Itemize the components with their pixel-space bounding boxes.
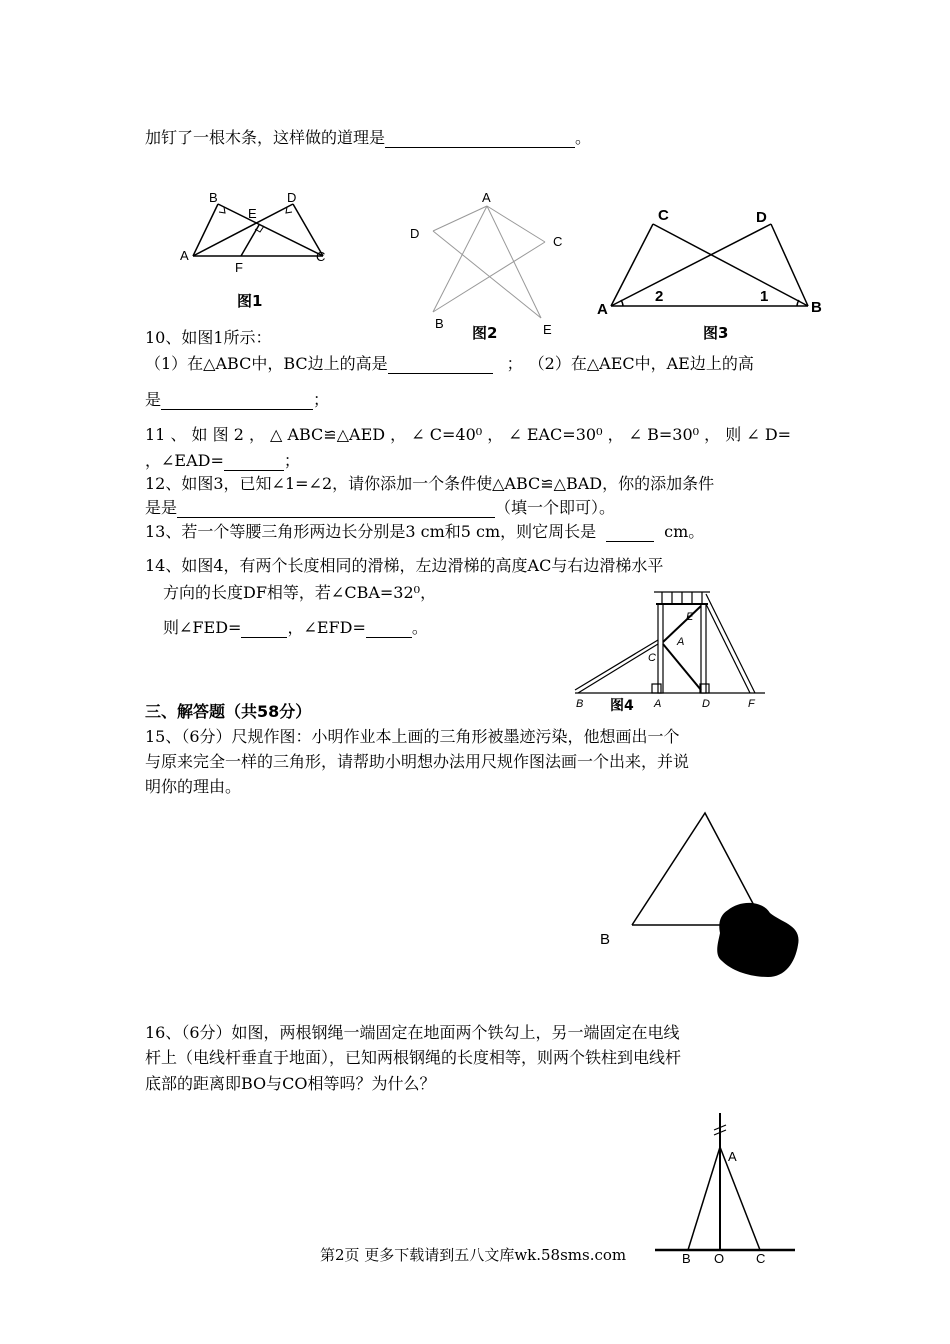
fig1-label-a: A <box>180 248 189 263</box>
fig3-label-a: A <box>597 301 608 318</box>
q9-tail <box>145 128 591 148</box>
q15-line1: 15、（6分）尺规作图：小明作业本上画的三角形被墨迹污染，他想画出一个 <box>145 727 680 746</box>
figure-q16-pole <box>650 1105 800 1270</box>
q10-part3-text: 是 <box>145 390 162 409</box>
fig4-label-d: D <box>702 698 710 710</box>
fig2-line-ab <box>433 206 487 312</box>
q16-label-o: O <box>714 1251 725 1266</box>
q11-end: ； <box>283 451 300 470</box>
section3-title: 三、解答题（共58分） <box>145 702 312 721</box>
fig3-angle-2-arc <box>621 300 623 306</box>
figure-3 <box>593 200 828 320</box>
q15-label-b: B <box>600 931 611 948</box>
q9-text: 加钉了一根木条，这样做的道理是 <box>145 128 386 147</box>
page-footer: 第2页 更多下载请到五八文库wk.58sms.com <box>320 1246 627 1264</box>
fig3-label-c: C <box>658 207 669 224</box>
q14-efd-text: ，∠EFD= <box>287 618 366 637</box>
fig4-label-a: A <box>654 698 662 710</box>
fig2-label-d: D <box>410 226 420 241</box>
fig3-line-ad <box>611 224 771 306</box>
q10-part2-text: （2）在△AEC中，AE边上的高 <box>536 354 754 373</box>
q16-line3: 底部的距离即BO与CO相等吗？为什么？ <box>145 1074 436 1093</box>
q13-line <box>145 522 704 542</box>
q14-fed-text: 则∠FED= <box>163 618 242 637</box>
fig2-line-ad <box>433 206 487 231</box>
q11-text: ，∠EAD= <box>145 451 224 470</box>
figure-4 <box>570 580 770 710</box>
q16-line2: 杆上（电线杆垂直于地面），已知两根钢绳的长度相等，则两个铁柱到电线杆 <box>145 1048 682 1067</box>
fig1-line-ab <box>193 204 218 256</box>
fig1-line-ad <box>193 204 293 256</box>
fig1-caption: 图1 <box>237 292 263 310</box>
q13-text: 13、若一个等腰三角形两边长分别是3 cm和5 cm，则它周长是 <box>145 522 597 541</box>
q15-line2: 与原来完全一样的三角形，请帮助小明想办法用尺规作图法画一个出来，并说 <box>145 752 690 771</box>
fig3-label-2: 2 <box>655 288 664 305</box>
q16-label-a: A <box>728 1149 737 1164</box>
fig1-label-e: E <box>248 206 257 221</box>
q9-answer-blank[interactable] <box>385 129 575 148</box>
q10-part1-text: （1）在△ABC中，BC边上的高是 <box>145 354 388 373</box>
fig4-left-slide-top <box>575 640 658 690</box>
fig3-line-ac <box>611 224 653 306</box>
fig3-label-1: 1 <box>760 288 769 305</box>
fig2-line-bc <box>433 242 545 312</box>
q11-line1: 11 、 如 图 2 ， △ ABC≌△AED ， ∠ C=40⁰ ， ∠ EAC=30⁰ ， ∠ B=30⁰ ， 则 ∠ D= <box>145 425 792 444</box>
fig4-label-c: C <box>648 652 656 664</box>
q16-line1: 16、（6分）如图，两根钢绳一端固定在地面两个铁勾上，另一端固定在电线 <box>145 1023 680 1042</box>
fig4-label-a-mid: A <box>677 636 685 648</box>
fig4-label-f: F <box>748 698 755 710</box>
fig1-label-d: D <box>287 190 297 205</box>
q13-end: cm。 <box>664 522 705 541</box>
fig1-label-c: C <box>316 249 326 264</box>
fig3-label-b: B <box>811 299 822 316</box>
fig4-tower-left-post <box>658 604 663 693</box>
fig4-tower-right-post <box>701 604 706 693</box>
fig4-caption: 图4 <box>610 698 634 714</box>
q12-text: 是是 <box>145 498 178 517</box>
figure-q15-triangle <box>590 805 810 985</box>
fig3-caption: 图3 <box>703 324 729 342</box>
fig3-line-db <box>771 224 808 306</box>
q14-answer-blank-1[interactable] <box>241 619 287 638</box>
q11-answer-blank[interactable] <box>224 452 284 471</box>
fig1-label-f: F <box>235 260 243 275</box>
q10-end: ； <box>313 390 330 409</box>
q10-answer-blank-2[interactable] <box>161 391 313 410</box>
q16-label-c: C <box>756 1251 766 1266</box>
q16-cable-ab <box>688 1147 720 1250</box>
q12-answer-blank[interactable] <box>177 499 495 518</box>
fig2-line-de <box>433 231 541 318</box>
q14-line2: 方向的长度DF相等，若∠CBA=32⁰， <box>163 583 437 602</box>
q14-end: 。 <box>411 618 428 637</box>
q9-end: 。 <box>575 128 592 147</box>
q12-end: （填一个即可）。 <box>495 498 616 517</box>
figure-2 <box>405 188 570 338</box>
fig4-left-slide-bottom <box>578 644 658 693</box>
fig2-label-e: E <box>543 322 552 337</box>
fig4-ladder-2 <box>663 644 701 690</box>
fig2-caption: 图2 <box>472 324 498 342</box>
fig4-label-e: E <box>686 611 694 623</box>
q10-stem: 10、如图1所示： <box>145 328 272 347</box>
q11-line2 <box>145 451 300 471</box>
fig4-label-b: B <box>576 698 584 710</box>
fig2-label-a: A <box>482 190 491 205</box>
fig2-label-c: C <box>553 234 563 249</box>
q10-answer-blank-1[interactable] <box>388 355 493 374</box>
fig2-label-b: B <box>435 316 444 331</box>
q13-answer-blank[interactable] <box>606 523 654 542</box>
fig1-label-b: B <box>209 190 218 205</box>
q10-line2 <box>145 390 329 410</box>
fig4-right-slide-bottom <box>706 604 750 693</box>
q14-line1: 14、如图4，有两个长度相同的滑梯，左边滑梯的高度AC与右边滑梯水平 <box>145 556 664 575</box>
q14-answer-blank-2[interactable] <box>366 619 412 638</box>
q16-cable-ac <box>720 1147 760 1250</box>
q10-line1 <box>145 354 754 374</box>
fig3-label-d: D <box>756 209 767 226</box>
q12-line2 <box>145 498 615 518</box>
fig4-right-slide-top <box>706 594 755 693</box>
q14-line3 <box>163 618 428 638</box>
q15-line3: 明你的理由。 <box>145 777 242 796</box>
fig3-line-cb <box>653 224 808 306</box>
fig1-right-angle-d <box>286 207 292 213</box>
ink-blot <box>717 903 798 977</box>
fig1-right-angle-b <box>219 207 225 213</box>
q16-label-b: B <box>682 1251 691 1266</box>
q10-separator: ； <box>506 354 523 373</box>
q12-line1: 12、如图3，已知∠1=∠2，请你添加一个条件使△ABC≌△BAD，你的添加条件 <box>145 474 715 493</box>
figure-1 <box>175 188 335 278</box>
